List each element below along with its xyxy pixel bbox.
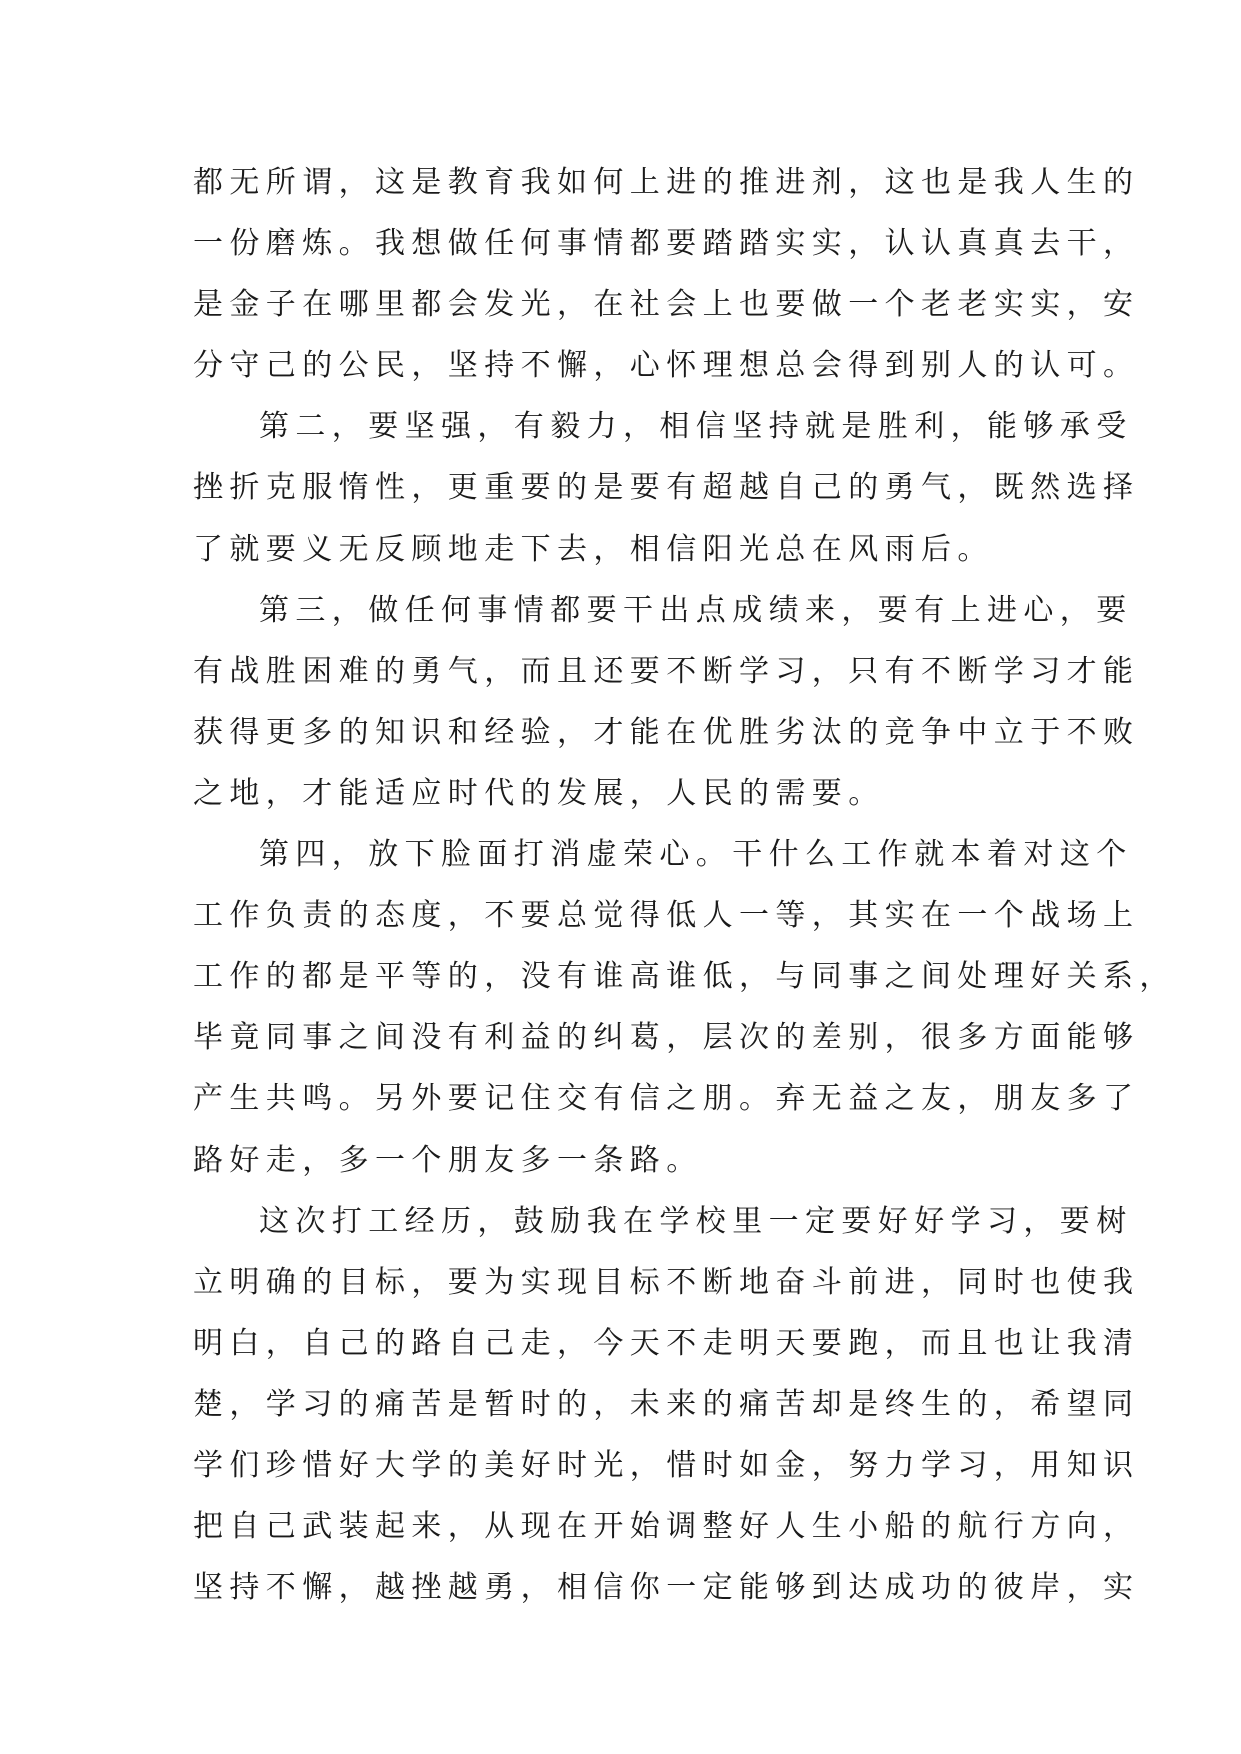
text-line: 路好走，多一个朋友多一条路。 [193,1142,703,1178]
text-line: 楚，学习的痛苦是暂时的，未来的痛苦却是终生的，希望同 [193,1386,1140,1422]
text-line: 有战胜困难的勇气，而且还要不断学习，只有不断学习才能 [193,653,1140,689]
text-line: 学们珍惜好大学的美好时光，惜时如金，努力学习，用知识 [193,1447,1140,1483]
text-line: 了就要义无反顾地走下去，相信阳光总在风雨后。 [193,531,994,567]
text-line: 工作的都是平等的，没有谁高谁低，与同事之间处理好关系， [193,959,1176,995]
text-line: 分守己的公民，坚持不懈，心怀理想总会得到别人的认可。 [193,348,1140,384]
text-line: 一份磨炼。我想做任何事情都要踏踏实实，认认真真去干， [193,226,1140,262]
text-line: 第三，做任何事情都要干出点成绩来，要有上进心，要 [259,592,1133,628]
text-line: 获得更多的知识和经验，才能在优胜劣汰的竞争中立于不败 [193,714,1140,750]
body-text [193,152,1176,1618]
text-line: 产生共鸣。另外要记住交有信之朋。弃无益之友，朋友多了 [193,1081,1140,1117]
text-line: 之地，才能适应时代的发展，人民的需要。 [193,775,885,811]
text-line: 这次打工经历，鼓励我在学校里一定要好好学习，要树 [259,1203,1133,1239]
text-line: 是金子在哪里都会发光，在社会上也要做一个老老实实，安 [193,287,1140,323]
text-line: 立明确的目标，要为实现目标不断地奋斗前进，同时也使我 [193,1264,1140,1300]
text-line: 坚持不懈，越挫越勇，相信你一定能够到达成功的彼岸，实 [193,1570,1140,1606]
text-line: 明白，自己的路自己走，今天不走明天要跑，而且也让我清 [193,1325,1140,1361]
text-line: 第四，放下脸面打消虚荣心。干什么工作就本着对这个 [259,837,1133,873]
text-line: 挫折克服惰性，更重要的是要有超越自己的勇气，既然选择 [193,470,1140,506]
text-line: 工作负责的态度，不要总觉得低人一等，其实在一个战场上 [193,898,1140,934]
text-line: 第二，要坚强，有毅力，相信坚持就是胜利，能够承受 [259,409,1133,445]
text-line: 毕竟同事之间没有利益的纠葛，层次的差别，很多方面能够 [193,1020,1140,1056]
text-line: 都无所谓，这是教育我如何上进的推进剂，这也是我人生的 [193,165,1140,200]
text-line: 把自己武装起来，从现在开始调整好人生小船的航行方向， [193,1509,1140,1545]
